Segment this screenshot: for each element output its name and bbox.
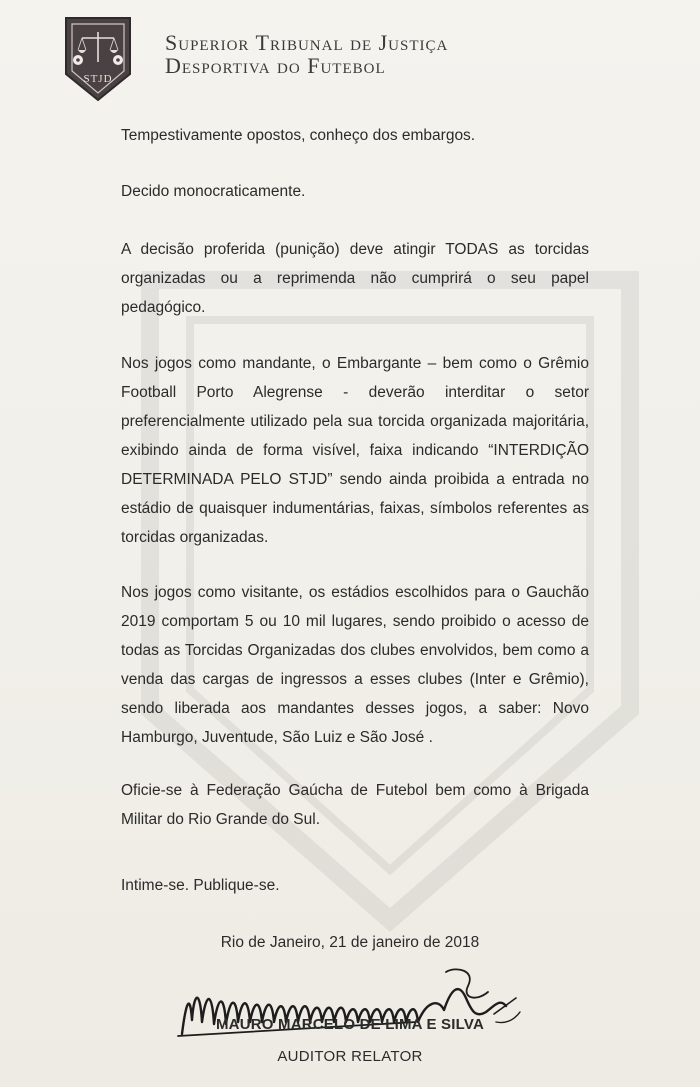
signer-name: MAURO MARCELO DE LIMA E SILVA: [215, 1016, 484, 1033]
place-date: Rio de Janeiro, 21 de janeiro de 2018: [220, 934, 480, 951]
stjd-logo-icon: [64, 16, 132, 102]
paragraph-embargos: Tempestivamente opostos, conheço dos embargos.: [121, 127, 476, 144]
org-name-line1: Superior Tribunal de Justiça: [165, 30, 449, 55]
paragraph-visitante: Nos jogos como visitante, os estádios escolhidos para o Gauchão 2019 comportam 5 ou 10 mil lugares, sendo proibido o acesso de todas as Torcidas Organizadas dos clubes envolvidos, bem como a venda das cargas de ingressos a esses clubes (Inter e Grêmio), sendo liberada aos mandantes desses jogos, a saber: Novo Hamburgo, Juventude, São Luiz e São José .: [121, 584, 589, 746]
paragraph-intime: Intime-se. Publique-se.: [121, 877, 280, 894]
paragraph-decisao: A decisão proferida (punição) deve atingir TODAS as torcidas organizadas ou a reprimenda não cumprirá o seu papel pedagógico.: [121, 241, 589, 316]
paragraph-oficie: Oficie-se à Federação Gaúcha de Futebol bem como à Brigada Militar do Rio Grande do Sul.: [121, 782, 589, 828]
logo-text: STJD: [83, 73, 113, 85]
paragraph-mandante: Nos jogos como mandante, o Embargante – bem como o Grêmio Football Porto Alegrense - deverão interditar o setor preferencialmente utilizado pela sua torcida organizada majoritária, exibindo ainda de forma visível, faixa indicando “INTERDIÇÃO DETERMINADA PELO STJD” sendo ainda proibida a entrada no estádio de quaisquer indumentárias, faixas, símbolos referentes as torcidas organizadas.: [121, 355, 589, 546]
letterhead: [64, 16, 664, 106]
org-name-line2: Desportiva do Futebol: [165, 53, 386, 78]
signer-role: AUDITOR RELATOR: [277, 1048, 423, 1065]
handwritten-signature: [176, 962, 536, 1054]
paragraph-decido: Decido monocraticamente.: [121, 183, 306, 200]
